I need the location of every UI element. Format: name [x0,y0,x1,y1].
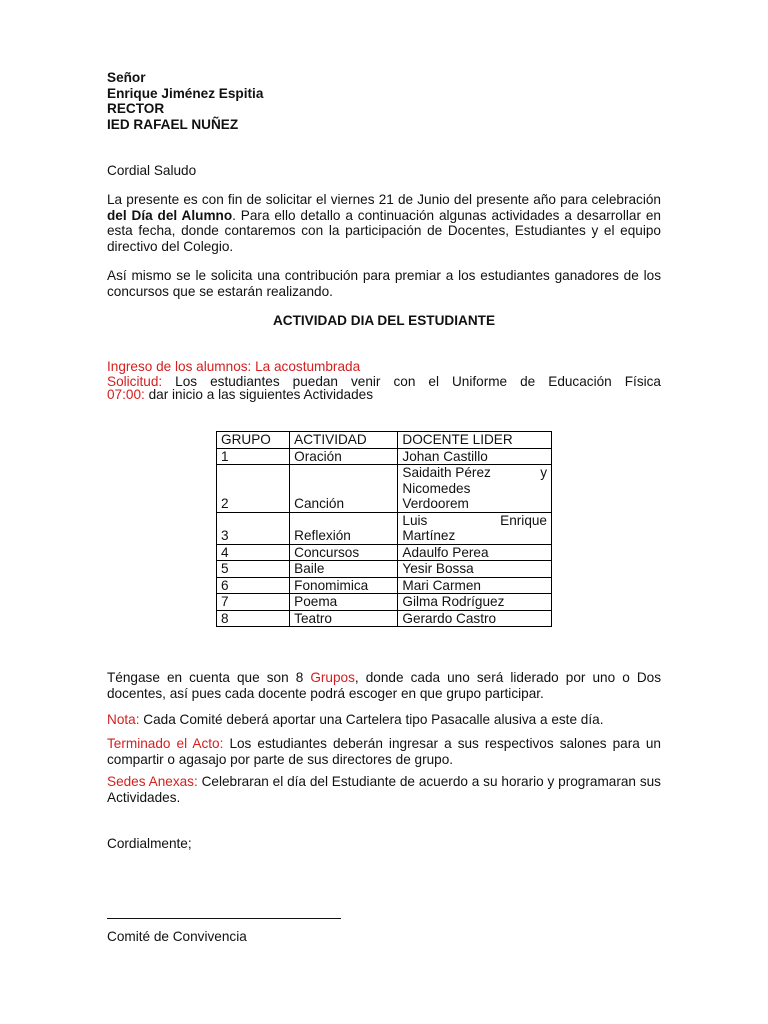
nota-label: Nota: [107,712,140,727]
table-row [217,512,552,544]
cell-actividad: Reflexión [290,512,398,544]
docente-line-3: Verdoorem [402,496,469,511]
cell-actividad: Concursos [290,544,398,561]
table-row [217,610,552,627]
docente-line-1b: Enrique [500,512,547,528]
recipient-greeting: Señor [107,70,146,85]
table-row [217,577,552,594]
cell-docente: Gilma Rodríguez [398,594,552,611]
nota-line [107,712,603,728]
docente-line-2: Martínez [402,528,456,543]
signature-line [107,918,341,919]
table-row [217,448,552,465]
docente-line-2: Nicomedes [402,480,471,496]
solicitud-text: Los estudiantes puedan venir con el Uniforme de Educación Física [162,374,661,389]
cell-actividad: Fonomimica [290,577,398,594]
table-row [217,561,552,578]
cell-grupo: 4 [217,544,290,561]
grupos-text-a: Téngase en cuenta que son 8 [107,670,311,685]
cell-grupo: 5 [217,561,290,578]
terminado-label: Terminado el Acto: [107,736,224,751]
intro-text-bold: del Día del Alumno [107,207,233,223]
section-title: ACTIVIDAD DIA DEL ESTUDIANTE [272,313,496,328]
recipient-role: RECTOR [107,101,165,116]
cell-actividad: Oración [290,448,398,465]
salutation: Cordial Saludo [107,163,197,178]
time-label: 07:00: [107,387,145,402]
sedes-paragraph [107,774,661,805]
header-actividad: ACTIVIDAD [290,432,398,449]
sedes-text: Celebraran el día del Estudiante de acuerdo a su horario y programaran sus Actividades. [107,774,661,805]
terminado-text: Los estudiantes deberán ingresar a sus respectivos salones para un compartir o agasajo por parte de sus directores de grupo. [107,736,661,767]
cell-docente: Adaulfo Perea [398,544,552,561]
docente-line-1b: y [540,465,547,480]
time-line [107,387,373,403]
grupos-word: Grupos [310,670,355,685]
table-row [217,465,552,513]
cell-grupo: 6 [217,577,290,594]
cell-docente [398,512,552,544]
terminado-paragraph [107,736,661,767]
intro-paragraph-2: Así mismo se le solicita una contribución para premiar a los estudiantes ganadores de los concursos que se estarán realizando. [107,268,661,299]
cell-actividad: Poema [290,594,398,611]
cell-grupo: 3 [217,512,290,544]
intro-paragraph-1 [107,192,661,254]
docente-line-1a: Saidaith Pérez [402,465,491,480]
grupos-text-b: , donde cada uno será liderado por uno o Dos docentes, así pues cada docente podrá escoger en que grupo participar. [107,670,662,701]
cell-docente: Mari Carmen [398,577,552,594]
intro-text-b: . Para ello detallo a continuación algunas actividades a desarrollar en esta fecha, donde contaremos con la participación de Docentes, Estudiantes y el equipo directivo del Colegio. [107,207,661,254]
time-text: dar inicio a las siguientes Actividades [144,387,373,402]
cell-actividad: Canción [290,465,398,513]
cell-actividad: Teatro [290,610,398,627]
cell-docente [398,465,552,513]
cell-grupo: 1 [217,448,290,465]
docente-line-1a: Luis [402,512,428,528]
signature-name: Comité de Convivencia [107,929,247,944]
cell-grupo: 2 [217,465,290,513]
table-row [217,544,552,561]
recipient-institution: IED RAFAEL NUÑEZ [107,117,239,132]
nota-text: Cada Comité deberá aportar una Cartelera tipo Pasacalle alusiva a este día. [139,712,604,727]
solicitud-label: Solicitud: [107,374,163,389]
cell-docente: Gerardo Castro [398,610,552,627]
intro-text-a: La presente es con fin de solicitar el viernes 21 de Junio del presente año para celebración [107,192,661,207]
cell-docente: Yesir Bossa [398,561,552,578]
cell-grupo: 8 [217,610,290,627]
activities-table [216,431,552,627]
header-grupo: GRUPO [217,432,290,449]
cell-actividad: Baile [290,561,398,578]
table-row [217,594,552,611]
cell-docente: Johan Castillo [398,448,552,465]
header-docente: DOCENTE LIDER [398,432,552,449]
cell-grupo: 7 [217,594,290,611]
sedes-label: Sedes Anexas: [107,774,198,789]
recipient-name: Enrique Jiménez Espitia [107,86,264,101]
ingreso-line: Ingreso de los alumnos: La acostumbrada [107,359,361,374]
table-header-row [217,432,552,449]
closing: Cordialmente; [107,836,192,851]
grupos-paragraph [107,670,661,701]
